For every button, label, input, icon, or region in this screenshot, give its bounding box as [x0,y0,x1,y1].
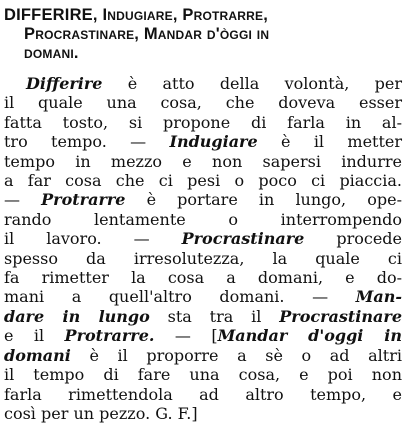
body-text-run: sta tra il [149,306,280,326]
body-text-run: spesso da irresolutezza, la quale ci [4,248,402,268]
body-text-run: fa rimetter la cosa a domani, e do- [4,268,402,288]
body-line [4,365,402,384]
italic-term: Protrarre [41,190,126,210]
entry-heading [4,6,400,63]
body-line [4,385,402,404]
italic-term: Differire [26,74,103,93]
body-text-run: tro tempo. — [4,132,170,152]
body-line [4,190,402,209]
body-line [4,74,402,93]
italic-term: Protrarre. [64,326,155,346]
body-text-run: è il proporre a sè o ad altri [70,345,402,365]
body-text-run: farla rimettendola ad altro tempo, e [4,384,402,404]
body-text-run: il lavoro. — [4,229,182,249]
body-text-run: — [ [154,326,218,346]
body-text-run: mani a quell'altro domani. — [4,287,356,307]
body-text-run: e il [4,326,65,346]
body-line [4,287,402,306]
body-text-run: è il metter [257,132,403,152]
heading-line-3: domani. [24,44,79,62]
body-line [4,268,402,287]
body-line [4,171,402,190]
body-line [4,404,402,423]
heading-synonyms: , Indugiare, Protrarre, [92,6,269,24]
heading-line-2: Procrastinare, Mandar d'òggi in [24,25,270,43]
body-text-run: è portare in lungo, ope- [125,190,402,210]
italic-term: Man- [355,287,402,307]
body-text-run: il quale una cosa, che doveva esser [4,93,402,113]
body-line [4,132,402,151]
body-line [4,326,402,345]
body-text-run: così per un pezzo. G. F.] [4,403,198,423]
body-text-run: rando lentamente o interrompendo [4,209,402,229]
body-text-run: fatta tosto, si propone di farla in al- [4,112,402,132]
italic-term: Indugiare [169,132,258,152]
body-text-run: è atto della volontà, per [102,74,402,93]
body-line [4,307,402,326]
body-line [4,113,402,132]
italic-term: Procrastinare [279,306,402,326]
italic-term: Procrastinare [181,229,305,249]
italic-term: Mandar d'oggi in [217,326,403,346]
body-line [4,249,402,268]
body-line [4,229,402,248]
body-text-run: — [4,190,42,210]
body-text-run: a far cosa che ci pesi o poco ci piaccia. [4,171,402,191]
headword: DIFFERIRE [4,6,93,24]
body-line [4,210,402,229]
body-line [4,93,402,112]
body-text-run: procede [304,229,403,249]
body-line [4,346,402,365]
italic-term: domani [4,345,71,365]
body-text-run: tempo in mezzo e non sapersi indurre [4,151,402,171]
body-text-run: il tempo di fare una cosa, e poi non [4,365,402,385]
italic-term: dare in lungo [4,306,150,326]
body-line [4,152,402,171]
heading-line-1 [4,6,400,25]
entry-body [4,74,402,423]
